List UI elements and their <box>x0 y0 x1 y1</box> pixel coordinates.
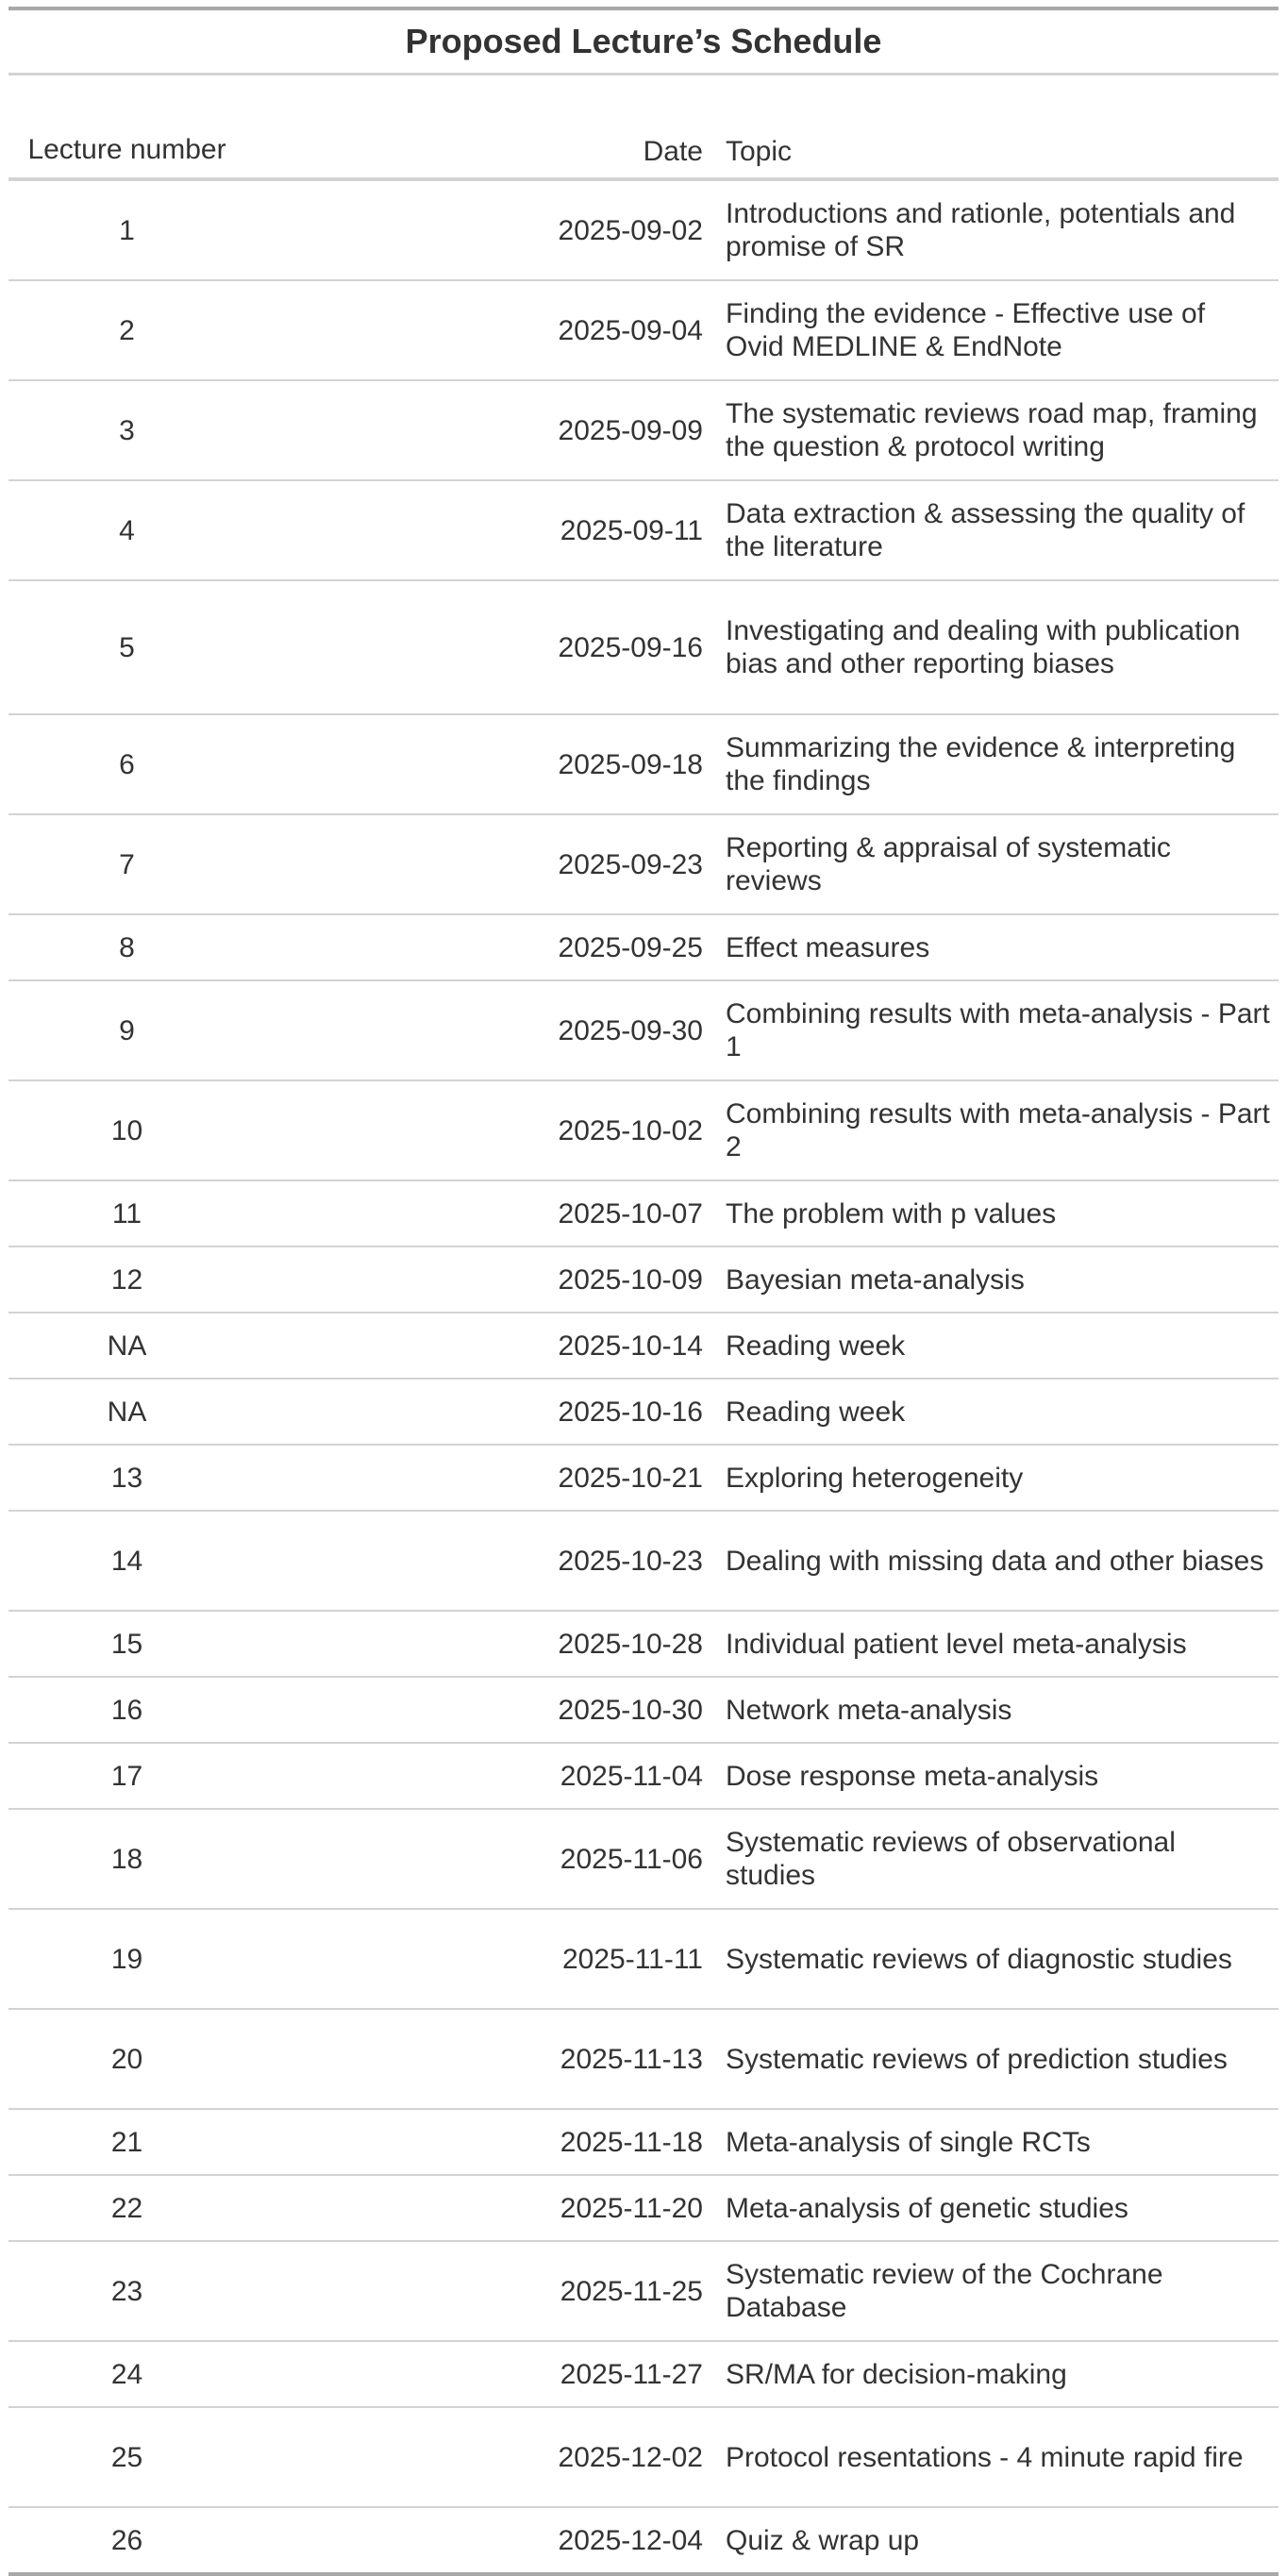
cell-date: 2025-10-23 <box>245 1511 714 1611</box>
cell-date: 2025-10-30 <box>245 1677 714 1743</box>
cell-lecture-number: 16 <box>8 1677 245 1743</box>
cell-date: 2025-09-09 <box>245 380 714 480</box>
table-row <box>8 1677 1279 1743</box>
header-row <box>8 75 1279 179</box>
cell-topic: The systematic reviews road map, framing the question & protocol writing <box>714 380 1279 480</box>
table-row <box>8 1809 1279 1909</box>
column-header-lecture-number: Lecture number <box>8 75 245 179</box>
cell-lecture-number: 19 <box>8 1909 245 2009</box>
table-row <box>8 714 1279 814</box>
cell-lecture-number: 23 <box>8 2241 245 2341</box>
cell-date: 2025-11-20 <box>245 2175 714 2241</box>
table-row <box>8 914 1279 980</box>
cell-date: 2025-10-28 <box>245 1611 714 1677</box>
cell-topic: Meta-analysis of genetic studies <box>714 2175 1279 2241</box>
cell-lecture-number: NA <box>8 1379 245 1445</box>
cell-date: 2025-12-02 <box>245 2407 714 2507</box>
cell-topic: Systematic reviews of diagnostic studies <box>714 1909 1279 2009</box>
cell-date: 2025-11-11 <box>245 1909 714 2009</box>
cell-date: 2025-10-16 <box>245 1379 714 1445</box>
cell-lecture-number: 10 <box>8 1080 245 1180</box>
cell-lecture-number: 18 <box>8 1809 245 1909</box>
table-row <box>8 480 1279 580</box>
cell-date: 2025-09-04 <box>245 280 714 380</box>
cell-topic: Systematic reviews of observational studies <box>714 1809 1279 1909</box>
cell-lecture-number: 12 <box>8 1246 245 1313</box>
table-row <box>8 1379 1279 1445</box>
cell-lecture-number: 8 <box>8 914 245 980</box>
cell-topic: Introductions and rationle, potentials and promise of SR <box>714 179 1279 280</box>
table-row <box>8 2341 1279 2407</box>
cell-lecture-number: 1 <box>8 179 245 280</box>
table-row <box>8 2407 1279 2507</box>
schedule-table-container <box>8 7 1279 2576</box>
cell-date: 2025-09-02 <box>245 179 714 280</box>
cell-lecture-number: 7 <box>8 814 245 914</box>
cell-date: 2025-11-13 <box>245 2009 714 2109</box>
table-header <box>8 75 1279 179</box>
cell-lecture-number: 17 <box>8 1743 245 1809</box>
cell-lecture-number: NA <box>8 1313 245 1379</box>
cell-date: 2025-09-25 <box>245 914 714 980</box>
cell-date: 2025-09-16 <box>245 580 714 714</box>
column-header-topic: Topic <box>714 75 1279 179</box>
table-title: Proposed Lecture’s Schedule <box>8 10 1279 75</box>
cell-lecture-number: 20 <box>8 2009 245 2109</box>
cell-lecture-number: 13 <box>8 1445 245 1511</box>
cell-topic: Exploring heterogeneity <box>714 1445 1279 1511</box>
cell-topic: Bayesian meta-analysis <box>714 1246 1279 1313</box>
table-row <box>8 179 1279 280</box>
cell-lecture-number: 14 <box>8 1511 245 1611</box>
cell-date: 2025-09-18 <box>245 714 714 814</box>
cell-date: 2025-10-09 <box>245 1246 714 1313</box>
cell-date: 2025-12-04 <box>245 2507 714 2574</box>
table-row <box>8 2175 1279 2241</box>
cell-topic: Summarizing the evidence & interpreting the findings <box>714 714 1279 814</box>
cell-topic: Reading week <box>714 1313 1279 1379</box>
table-row <box>8 1313 1279 1379</box>
cell-topic: Systematic review of the Cochrane Database <box>714 2241 1279 2341</box>
table-row <box>8 2109 1279 2175</box>
table-row <box>8 1511 1279 1611</box>
cell-lecture-number: 24 <box>8 2341 245 2407</box>
cell-lecture-number: 9 <box>8 980 245 1080</box>
table-row <box>8 2009 1279 2109</box>
cell-topic: Data extraction & assessing the quality of the literature <box>714 480 1279 580</box>
table-row <box>8 2507 1279 2574</box>
cell-topic: Combining results with meta-analysis - Part 2 <box>714 1080 1279 1180</box>
cell-lecture-number: 21 <box>8 2109 245 2175</box>
cell-topic: Dose response meta-analysis <box>714 1743 1279 1809</box>
cell-topic: Protocol resentations - 4 minute rapid fire <box>714 2407 1279 2507</box>
cell-date: 2025-11-18 <box>245 2109 714 2175</box>
cell-topic: Reading week <box>714 1379 1279 1445</box>
cell-lecture-number: 15 <box>8 1611 245 1677</box>
cell-lecture-number: 5 <box>8 580 245 714</box>
cell-topic: Quiz & wrap up <box>714 2507 1279 2574</box>
cell-lecture-number: 3 <box>8 380 245 480</box>
table-row <box>8 2241 1279 2341</box>
table-row <box>8 380 1279 480</box>
table-row <box>8 1180 1279 1246</box>
cell-topic: Finding the evidence - Effective use of Ovid MEDLINE & EndNote <box>714 280 1279 380</box>
cell-date: 2025-11-27 <box>245 2341 714 2407</box>
table-row <box>8 1246 1279 1313</box>
cell-date: 2025-09-11 <box>245 480 714 580</box>
cell-lecture-number: 2 <box>8 280 245 380</box>
cell-topic: The problem with p values <box>714 1180 1279 1246</box>
table-row <box>8 280 1279 380</box>
cell-lecture-number: 22 <box>8 2175 245 2241</box>
table-row <box>8 1611 1279 1677</box>
cell-topic: Network meta-analysis <box>714 1677 1279 1743</box>
cell-topic: Combining results with meta-analysis - Part 1 <box>714 980 1279 1080</box>
cell-topic: Investigating and dealing with publication bias and other reporting biases <box>714 580 1279 714</box>
cell-lecture-number: 25 <box>8 2407 245 2507</box>
cell-lecture-number: 6 <box>8 714 245 814</box>
cell-lecture-number: 11 <box>8 1180 245 1246</box>
table-row <box>8 580 1279 714</box>
table-row <box>8 980 1279 1080</box>
table-row <box>8 1445 1279 1511</box>
cell-topic: Dealing with missing data and other biases <box>714 1511 1279 1611</box>
cell-date: 2025-11-25 <box>245 2241 714 2341</box>
cell-topic: Reporting & appraisal of systematic reviews <box>714 814 1279 914</box>
cell-date: 2025-10-02 <box>245 1080 714 1180</box>
cell-topic: Systematic reviews of prediction studies <box>714 2009 1279 2109</box>
cell-date: 2025-11-04 <box>245 1743 714 1809</box>
cell-topic: Effect measures <box>714 914 1279 980</box>
cell-date: 2025-11-06 <box>245 1809 714 1909</box>
table-row <box>8 1080 1279 1180</box>
cell-lecture-number: 26 <box>8 2507 245 2574</box>
cell-date: 2025-10-14 <box>245 1313 714 1379</box>
cell-lecture-number: 4 <box>8 480 245 580</box>
cell-date: 2025-10-21 <box>245 1445 714 1511</box>
table-body <box>8 179 1279 2574</box>
schedule-table <box>8 75 1279 2576</box>
column-header-date: Date <box>245 75 714 179</box>
table-row <box>8 1909 1279 2009</box>
cell-date: 2025-09-30 <box>245 980 714 1080</box>
cell-date: 2025-10-07 <box>245 1180 714 1246</box>
cell-topic: SR/MA for decision-making <box>714 2341 1279 2407</box>
table-row <box>8 814 1279 914</box>
cell-topic: Individual patient level meta-analysis <box>714 1611 1279 1677</box>
table-row <box>8 1743 1279 1809</box>
cell-topic: Meta-analysis of single RCTs <box>714 2109 1279 2175</box>
cell-date: 2025-09-23 <box>245 814 714 914</box>
